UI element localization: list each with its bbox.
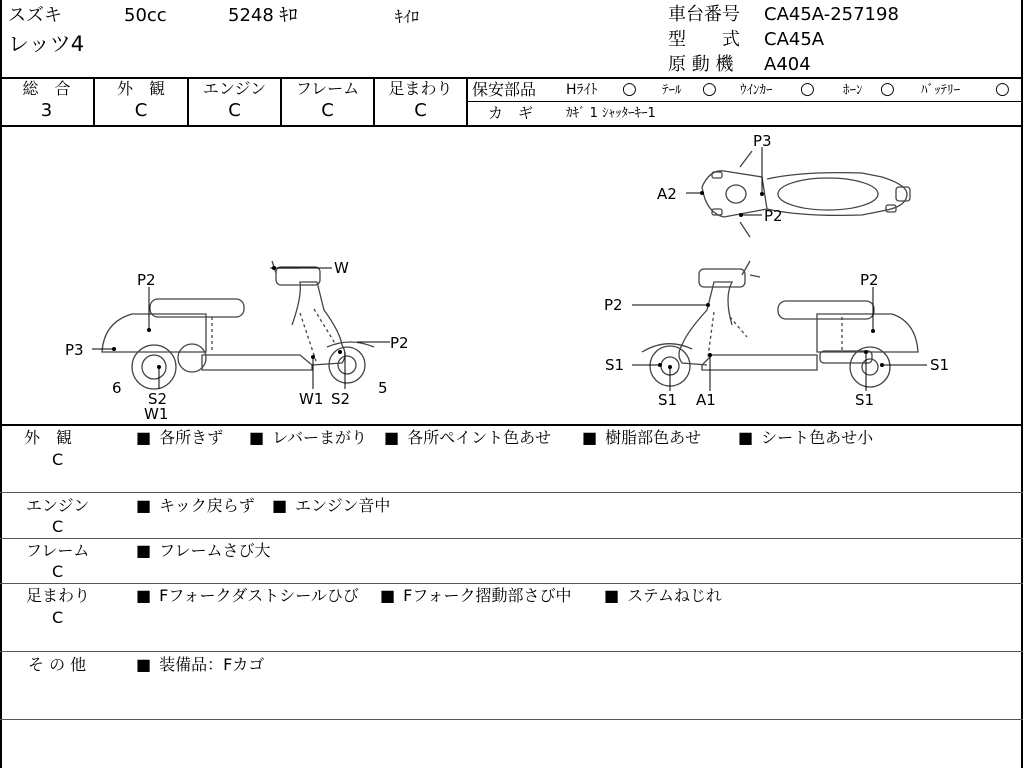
- safety-item-headlight: Hﾗｲﾄ: [566, 82, 598, 98]
- detail-item: ■ 装備品：Fカゴ: [136, 655, 264, 675]
- diagram-label: P3: [753, 132, 772, 150]
- engine-value: A404: [764, 54, 811, 75]
- grade-label: 外 観: [116, 79, 165, 98]
- detail-grade: C: [52, 562, 64, 581]
- diagram-label: 5: [378, 379, 388, 397]
- detail-label: フレーム: [26, 541, 90, 560]
- diagram-label: P2: [604, 296, 623, 314]
- detail-item: ■ エンジン音中: [272, 496, 390, 516]
- grade-value: C: [228, 100, 241, 121]
- divider: [0, 583, 1023, 584]
- diagram-label: W1: [144, 405, 169, 423]
- safety-mark: ○: [995, 79, 1010, 99]
- safety-item-horn: ﾎｰﾝ: [843, 83, 863, 98]
- safety-mark: ○: [800, 79, 815, 99]
- diagram-label: W1: [299, 390, 324, 408]
- divider: [466, 77, 468, 125]
- detail-grade: C: [52, 450, 64, 469]
- diagram-label: A1: [696, 391, 716, 409]
- key-label: カ ギ: [488, 104, 534, 122]
- maker: スズキ: [8, 5, 62, 26]
- safety-label: 保安部品: [472, 80, 537, 99]
- type-label: 型 式: [668, 29, 740, 50]
- safety-item-tail: ﾃｰﾙ: [662, 83, 682, 98]
- detail-item: ■ Fフォーク摺動部さび中: [380, 586, 572, 606]
- diagram-label: 6: [112, 379, 122, 397]
- frame-right-border: [1021, 0, 1023, 768]
- detail-item: ■ シート色あせ小: [738, 428, 873, 448]
- engine-label: 原 動 機: [668, 54, 734, 75]
- detail-item: ■ フレームさび大: [136, 541, 271, 561]
- detail-item: ■ ステムねじれ: [604, 586, 722, 606]
- detail-item: ■ キック戻らず: [136, 496, 255, 516]
- detail-label: そ の 他: [28, 655, 87, 674]
- safety-mark: ○: [880, 79, 895, 99]
- detail-label: 外 観: [24, 428, 73, 447]
- color: ｷｲﾛ: [395, 7, 420, 26]
- model-name: レッツ4: [8, 32, 85, 56]
- safety-mark: ○: [622, 79, 637, 99]
- diagram-label: S2: [148, 390, 168, 408]
- divider: [0, 538, 1023, 539]
- key-value: ｶｷﾞ 1 ｼｬｯﾀｰｷｰ1: [566, 106, 656, 121]
- diagram-label: P2: [137, 271, 156, 289]
- grade-value: 3: [40, 100, 53, 121]
- type-value: CA45A: [764, 29, 825, 50]
- frame-number-label: 車台番号: [668, 4, 740, 25]
- safety-item-battery: ﾊﾞｯﾃﾘｰ: [921, 83, 960, 98]
- divider: [0, 492, 1023, 493]
- divider: [0, 719, 1023, 720]
- diagram-label: A2: [657, 185, 677, 203]
- detail-label: 足まわり: [26, 586, 91, 605]
- divider: [467, 101, 1023, 102]
- grade-value: C: [414, 100, 427, 121]
- damage-diagram: [2, 127, 1021, 424]
- grade-label: フレーム: [295, 79, 360, 98]
- mileage: 5248 ｷﾛ: [228, 5, 298, 26]
- diagram-label: P2: [764, 207, 783, 225]
- divider: [0, 424, 1023, 426]
- diagram-label: S1: [658, 391, 678, 409]
- scooter-top-view: [702, 151, 910, 237]
- detail-grade: C: [52, 608, 64, 627]
- grade-label: 足まわり: [388, 79, 453, 98]
- detail-label: エンジン: [26, 496, 90, 515]
- detail-item: ■ 各所きず: [136, 428, 223, 448]
- diagram-label: P2: [860, 271, 879, 289]
- detail-grade: C: [52, 517, 64, 536]
- grade-label: エンジン: [202, 79, 267, 98]
- safety-mark: ○: [702, 79, 717, 99]
- detail-item: ■ 各所ペイント色あせ: [384, 428, 551, 448]
- diagram-label: P2: [390, 334, 409, 352]
- grade-label: 総 合: [22, 79, 71, 98]
- grade-value: C: [321, 100, 334, 121]
- diagram-label: S2: [331, 390, 351, 408]
- detail-item: ■ Fフォークダストシールひび: [136, 586, 359, 606]
- diagram-label: S1: [930, 356, 950, 374]
- safety-item-winker: ｳｲﾝｶｰ: [740, 83, 773, 98]
- diagram-label: S1: [855, 391, 875, 409]
- diagram-label: P3: [65, 341, 84, 359]
- detail-item: ■ 樹脂部色あせ: [582, 428, 701, 448]
- diagram-label: S1: [605, 356, 625, 374]
- displacement: 50cc: [124, 5, 167, 26]
- grade-value: C: [134, 100, 148, 121]
- detail-item: ■ レバーまがり: [249, 428, 367, 448]
- frame-number: CA45A-257198: [764, 4, 899, 25]
- divider: [0, 651, 1023, 652]
- diagram-label: W: [334, 259, 349, 277]
